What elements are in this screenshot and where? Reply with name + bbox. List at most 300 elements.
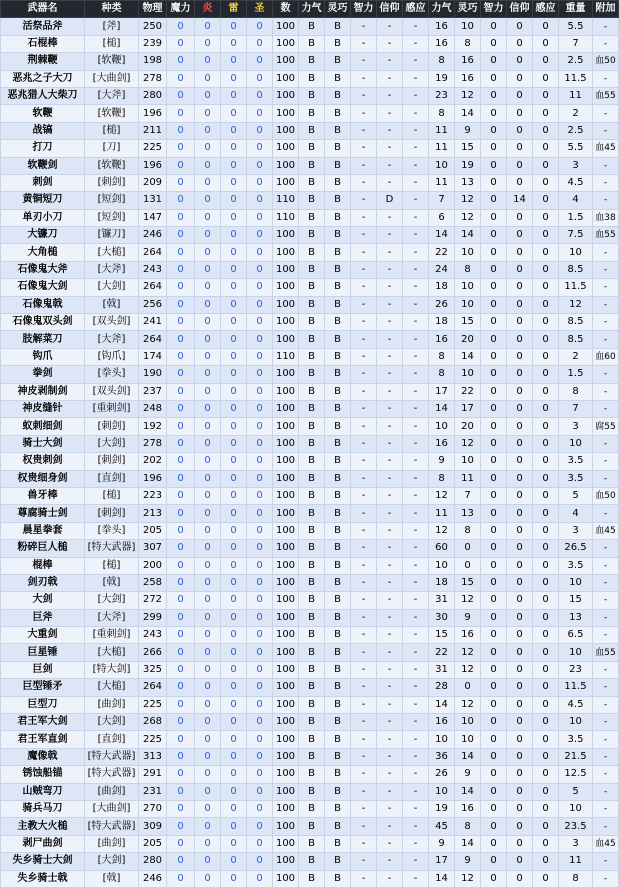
stat-cell: - [403,140,429,157]
stat-cell: 26.5 [559,540,593,557]
stat-cell: 0 [533,383,559,400]
weapon-name-cell: 锈蚀船锚 [1,766,85,783]
stat-cell: B [325,661,351,678]
table-row [1,835,619,852]
weapon-type-cell: [钩爪] [85,348,139,365]
stat-cell: 309 [139,818,167,835]
stat-cell: 0 [195,157,221,174]
stat-cell: - [593,261,619,278]
stat-cell: 血60 [593,348,619,365]
stat-cell: 0 [533,453,559,470]
stat-cell: B [299,35,325,52]
stat-cell: B [299,609,325,626]
stat-cell: 16 [455,53,481,70]
stat-cell: 36 [429,748,455,765]
stat-cell: 0 [221,487,247,504]
stat-cell: 5 [559,783,593,800]
stat-cell: 0 [247,87,273,104]
stat-cell: 10 [455,18,481,35]
stat-cell: - [351,400,377,417]
stat-cell: 0 [221,800,247,817]
stat-cell: 0 [167,853,195,870]
stat-cell: 291 [139,766,167,783]
weapon-name-cell: 蚁刺细剑 [1,418,85,435]
stat-cell: 0 [507,661,533,678]
stat-cell: 268 [139,714,167,731]
column-header: 魔力 [167,1,195,18]
stat-cell: 10 [559,435,593,452]
stat-cell: 0 [195,853,221,870]
stat-cell: - [403,314,429,331]
weapon-type-cell: [特大武器] [85,540,139,557]
stat-cell: 0 [481,592,507,609]
stat-cell: 0 [481,783,507,800]
stat-cell: 0 [247,174,273,191]
stat-cell: 0 [507,853,533,870]
stat-cell: - [377,522,403,539]
stat-cell: 100 [273,505,299,522]
stat-cell: - [351,679,377,696]
stat-cell: B [325,227,351,244]
stat-cell: - [403,53,429,70]
stat-cell: 100 [273,609,299,626]
stat-cell: - [377,296,403,313]
stat-cell: - [351,279,377,296]
stat-cell: 0 [247,714,273,731]
weapon-name-cell: 恶兆之子大刀 [1,70,85,87]
stat-cell: 14 [455,227,481,244]
stat-cell: 200 [139,557,167,574]
stat-cell: 0 [167,453,195,470]
stat-cell: - [593,105,619,122]
stat-cell: 0 [167,870,195,887]
weapon-name-cell: 尊腐骑士剑 [1,505,85,522]
stat-cell: 0 [221,331,247,348]
column-header: 物理 [139,1,167,18]
stat-cell: - [593,470,619,487]
stat-cell: 264 [139,331,167,348]
stat-cell: - [351,766,377,783]
stat-cell: - [351,157,377,174]
stat-cell: - [593,783,619,800]
stat-cell: - [593,505,619,522]
stat-cell: 血38 [593,209,619,226]
stat-cell: B [325,296,351,313]
stat-cell: 7 [559,400,593,417]
weapon-type-cell: [大槌] [85,244,139,261]
stat-cell: 0 [247,314,273,331]
stat-cell: 0 [247,574,273,591]
stat-cell: B [299,366,325,383]
stat-cell: 10 [429,157,455,174]
stat-cell: 0 [221,279,247,296]
stat-cell: - [377,105,403,122]
stat-cell: 0 [195,279,221,296]
stat-cell: 0 [247,279,273,296]
stat-cell: B [325,627,351,644]
weapon-name-cell: 主教大火槌 [1,818,85,835]
weapon-name-cell: 荆棘鞭 [1,53,85,70]
stat-cell: 12.5 [559,766,593,783]
weapon-name-cell: 大剑 [1,592,85,609]
stat-cell: B [325,870,351,887]
stat-cell: 243 [139,261,167,278]
stat-cell: B [299,644,325,661]
weapon-name-cell: 刺剑 [1,174,85,191]
stat-cell: 8.5 [559,331,593,348]
stat-cell: 0 [195,627,221,644]
stat-cell: - [403,400,429,417]
stat-cell: 0 [507,348,533,365]
stat-cell: - [403,766,429,783]
stat-cell: - [377,487,403,504]
stat-cell: 0 [167,818,195,835]
weapon-type-cell: [大剑] [85,592,139,609]
stat-cell: 223 [139,487,167,504]
weapon-name-cell: 兽牙棒 [1,487,85,504]
stat-cell: - [403,870,429,887]
stat-cell: 0 [247,835,273,852]
stat-cell: - [403,522,429,539]
stat-cell: B [299,435,325,452]
stat-cell: 0 [221,87,247,104]
stat-cell: - [377,261,403,278]
table-header-row [1,1,619,18]
stat-cell: B [325,87,351,104]
stat-cell: B [299,818,325,835]
stat-cell: - [351,505,377,522]
stat-cell: 0 [221,105,247,122]
stat-cell: 0 [167,644,195,661]
stat-cell: 0 [247,800,273,817]
weapon-name-cell: 软鞭 [1,105,85,122]
stat-cell: 0 [195,122,221,139]
stat-cell: 10 [455,366,481,383]
stat-cell: 14 [455,348,481,365]
weapon-name-cell: 肢解菜刀 [1,331,85,348]
stat-cell: - [351,105,377,122]
stat-cell: - [351,714,377,731]
stat-cell: 12 [455,87,481,104]
stat-cell: 8 [455,35,481,52]
stat-cell: 12 [455,661,481,678]
stat-cell: - [403,835,429,852]
stat-cell: 15 [455,574,481,591]
stat-cell: 0 [533,696,559,713]
table-row [1,557,619,574]
stat-cell: - [403,609,429,626]
stat-cell: 250 [139,18,167,35]
stat-cell: 100 [273,383,299,400]
stat-cell: 0 [247,261,273,278]
stat-cell: 100 [273,418,299,435]
stat-cell: 0 [507,418,533,435]
stat-cell: 131 [139,192,167,209]
stat-cell: 0 [221,174,247,191]
stat-cell: B [325,192,351,209]
stat-cell: - [377,870,403,887]
stat-cell: - [593,679,619,696]
stat-cell: B [299,661,325,678]
weapon-type-cell: [重刺剑] [85,627,139,644]
stat-cell: B [299,192,325,209]
stat-cell: - [403,453,429,470]
stat-cell: 4 [559,192,593,209]
stat-cell: 0 [481,192,507,209]
stat-cell: 100 [273,557,299,574]
stat-cell: 0 [221,870,247,887]
stat-cell: B [299,174,325,191]
stat-cell: 100 [273,574,299,591]
stat-cell: 100 [273,261,299,278]
stat-cell: B [325,714,351,731]
stat-cell: 0 [533,748,559,765]
stat-cell: 0 [195,592,221,609]
stat-cell: - [377,227,403,244]
stat-cell: B [299,800,325,817]
stat-cell: 0 [221,818,247,835]
stat-cell: 26 [429,296,455,313]
table-row [1,574,619,591]
stat-cell: 0 [167,505,195,522]
stat-cell: 0 [167,592,195,609]
stat-cell: - [351,383,377,400]
stat-cell: 0 [507,818,533,835]
stat-cell: 4 [559,505,593,522]
stat-cell: 0 [481,314,507,331]
stat-cell: - [377,609,403,626]
stat-cell: 0 [481,835,507,852]
stat-cell: 18 [429,279,455,296]
stat-cell: 11.5 [559,679,593,696]
stat-cell: - [403,348,429,365]
weapon-name-cell: 巨型刀 [1,696,85,713]
weapon-name-cell: 黄铜短刀 [1,192,85,209]
stat-cell: 0 [195,540,221,557]
weapon-type-cell: [大斧] [85,331,139,348]
stat-cell: 0 [507,505,533,522]
weapon-name-cell: 恶兆猎人大柴刀 [1,87,85,104]
stat-cell: - [351,835,377,852]
stat-cell: 0 [167,244,195,261]
stat-cell: 0 [247,418,273,435]
stat-cell: 0 [533,122,559,139]
stat-cell: 0 [507,453,533,470]
stat-cell: 23.5 [559,818,593,835]
stat-cell: 0 [221,435,247,452]
stat-cell: 14 [429,227,455,244]
stat-cell: - [403,227,429,244]
stat-cell: - [377,696,403,713]
stat-cell: 280 [139,853,167,870]
stat-cell: 0 [507,261,533,278]
stat-cell: 0 [167,18,195,35]
weapon-type-cell: [大剑] [85,279,139,296]
table-row [1,87,619,104]
stat-cell: 0 [195,296,221,313]
stat-cell: B [325,53,351,70]
stat-cell: 0 [221,244,247,261]
stat-cell: 100 [273,366,299,383]
stat-cell: 0 [221,540,247,557]
stat-cell: 0 [195,574,221,591]
stat-cell: - [593,383,619,400]
stat-cell: 246 [139,227,167,244]
weapon-name-cell: 战镐 [1,122,85,139]
stat-cell: 0 [167,400,195,417]
stat-cell: 16 [429,18,455,35]
stat-cell: - [377,314,403,331]
stat-cell: 10 [455,714,481,731]
weapon-type-cell: [拳头] [85,522,139,539]
weapon-type-cell: [刺剑] [85,174,139,191]
stat-cell: 0 [481,853,507,870]
weapon-type-cell: [曲剑] [85,696,139,713]
stat-cell: 11 [429,122,455,139]
stat-cell: B [325,70,351,87]
stat-cell: 3 [559,157,593,174]
stat-cell: 0 [195,783,221,800]
stat-cell: 196 [139,470,167,487]
stat-cell: 0 [481,800,507,817]
stat-cell: B [325,696,351,713]
table-row [1,192,619,209]
stat-cell: 15 [455,140,481,157]
stat-cell: 0 [481,70,507,87]
weapon-type-cell: [大槌] [85,679,139,696]
stat-cell: 0 [533,557,559,574]
stat-cell: 0 [533,818,559,835]
stat-cell: 0 [195,470,221,487]
stat-cell: 0 [195,800,221,817]
stat-cell: 0 [481,244,507,261]
stat-cell: 9 [429,835,455,852]
stat-cell: - [593,853,619,870]
stat-cell: 0 [507,314,533,331]
stat-cell: 14 [429,696,455,713]
stat-cell: - [377,540,403,557]
weapon-name-cell: 石像鬼大剑 [1,279,85,296]
stat-cell: 腐55 [593,418,619,435]
stat-cell: 8 [429,366,455,383]
stat-cell: 0 [481,296,507,313]
stat-cell: 0 [221,261,247,278]
stat-cell: 0 [481,105,507,122]
stat-cell: 3 [559,835,593,852]
table-row [1,418,619,435]
stat-cell: 0 [247,731,273,748]
stat-cell: 0 [481,748,507,765]
stat-cell: 0 [221,18,247,35]
weapon-name-cell: 神皮缝针 [1,400,85,417]
stat-cell: 11 [429,140,455,157]
stat-cell: B [299,418,325,435]
stat-cell: 10 [455,731,481,748]
stat-cell: 0 [533,731,559,748]
weapon-type-cell: [短剑] [85,192,139,209]
stat-cell: 241 [139,314,167,331]
stat-cell: B [299,627,325,644]
weapon-name-cell: 巨型锤矛 [1,679,85,696]
stat-cell: 1.5 [559,209,593,226]
stat-cell: - [377,574,403,591]
stat-cell: - [377,731,403,748]
stat-cell: - [403,18,429,35]
stat-cell: - [593,331,619,348]
weapon-type-cell: [大曲剑] [85,800,139,817]
stat-cell: 0 [533,870,559,887]
stat-cell: 血55 [593,87,619,104]
stat-cell: 0 [167,783,195,800]
stat-cell: - [351,18,377,35]
stat-cell: - [377,418,403,435]
stat-cell: B [325,105,351,122]
stat-cell: 10 [559,644,593,661]
stat-cell: 0 [533,574,559,591]
stat-cell: - [377,818,403,835]
stat-cell: 100 [273,783,299,800]
stat-cell: 0 [481,661,507,678]
weapon-name-cell: 粉碎巨人槌 [1,540,85,557]
stat-cell: B [325,157,351,174]
stat-cell: 9 [429,453,455,470]
stat-cell: 12 [559,296,593,313]
stat-cell: 0 [247,487,273,504]
stat-cell: B [325,731,351,748]
stat-cell: 8 [429,470,455,487]
stat-cell: 0 [195,348,221,365]
stat-cell: 100 [273,174,299,191]
stat-cell: B [325,470,351,487]
stat-cell: 0 [507,609,533,626]
table-row [1,818,619,835]
stat-cell: 0 [221,783,247,800]
weapon-type-cell: [软鞭] [85,105,139,122]
stat-cell: 3.5 [559,731,593,748]
weapon-type-cell: [曲剑] [85,835,139,852]
stat-cell: 22 [429,244,455,261]
stat-cell: 0 [195,244,221,261]
stat-cell: 0 [221,714,247,731]
stat-cell: 0 [247,557,273,574]
stat-cell: 110 [273,348,299,365]
stat-cell: 0 [507,800,533,817]
stat-cell: 0 [507,331,533,348]
stat-cell: 0 [533,644,559,661]
stat-cell: - [593,748,619,765]
stat-cell: 0 [195,192,221,209]
weapon-type-cell: [大剑] [85,853,139,870]
table-row [1,435,619,452]
stat-cell: - [403,87,429,104]
stat-cell: B [325,487,351,504]
stat-cell: - [403,331,429,348]
stat-cell: 0 [481,731,507,748]
stat-cell: B [325,540,351,557]
stat-cell: 278 [139,70,167,87]
stat-cell: 0 [221,348,247,365]
stat-cell: - [377,557,403,574]
stat-cell: 2.5 [559,53,593,70]
stat-cell: 100 [273,644,299,661]
table-row [1,209,619,226]
stat-cell: 19 [455,157,481,174]
stat-cell: 100 [273,592,299,609]
stat-cell: - [351,800,377,817]
stat-cell: - [403,540,429,557]
weapon-type-cell: [重刺剑] [85,400,139,417]
stat-cell: 19 [429,800,455,817]
